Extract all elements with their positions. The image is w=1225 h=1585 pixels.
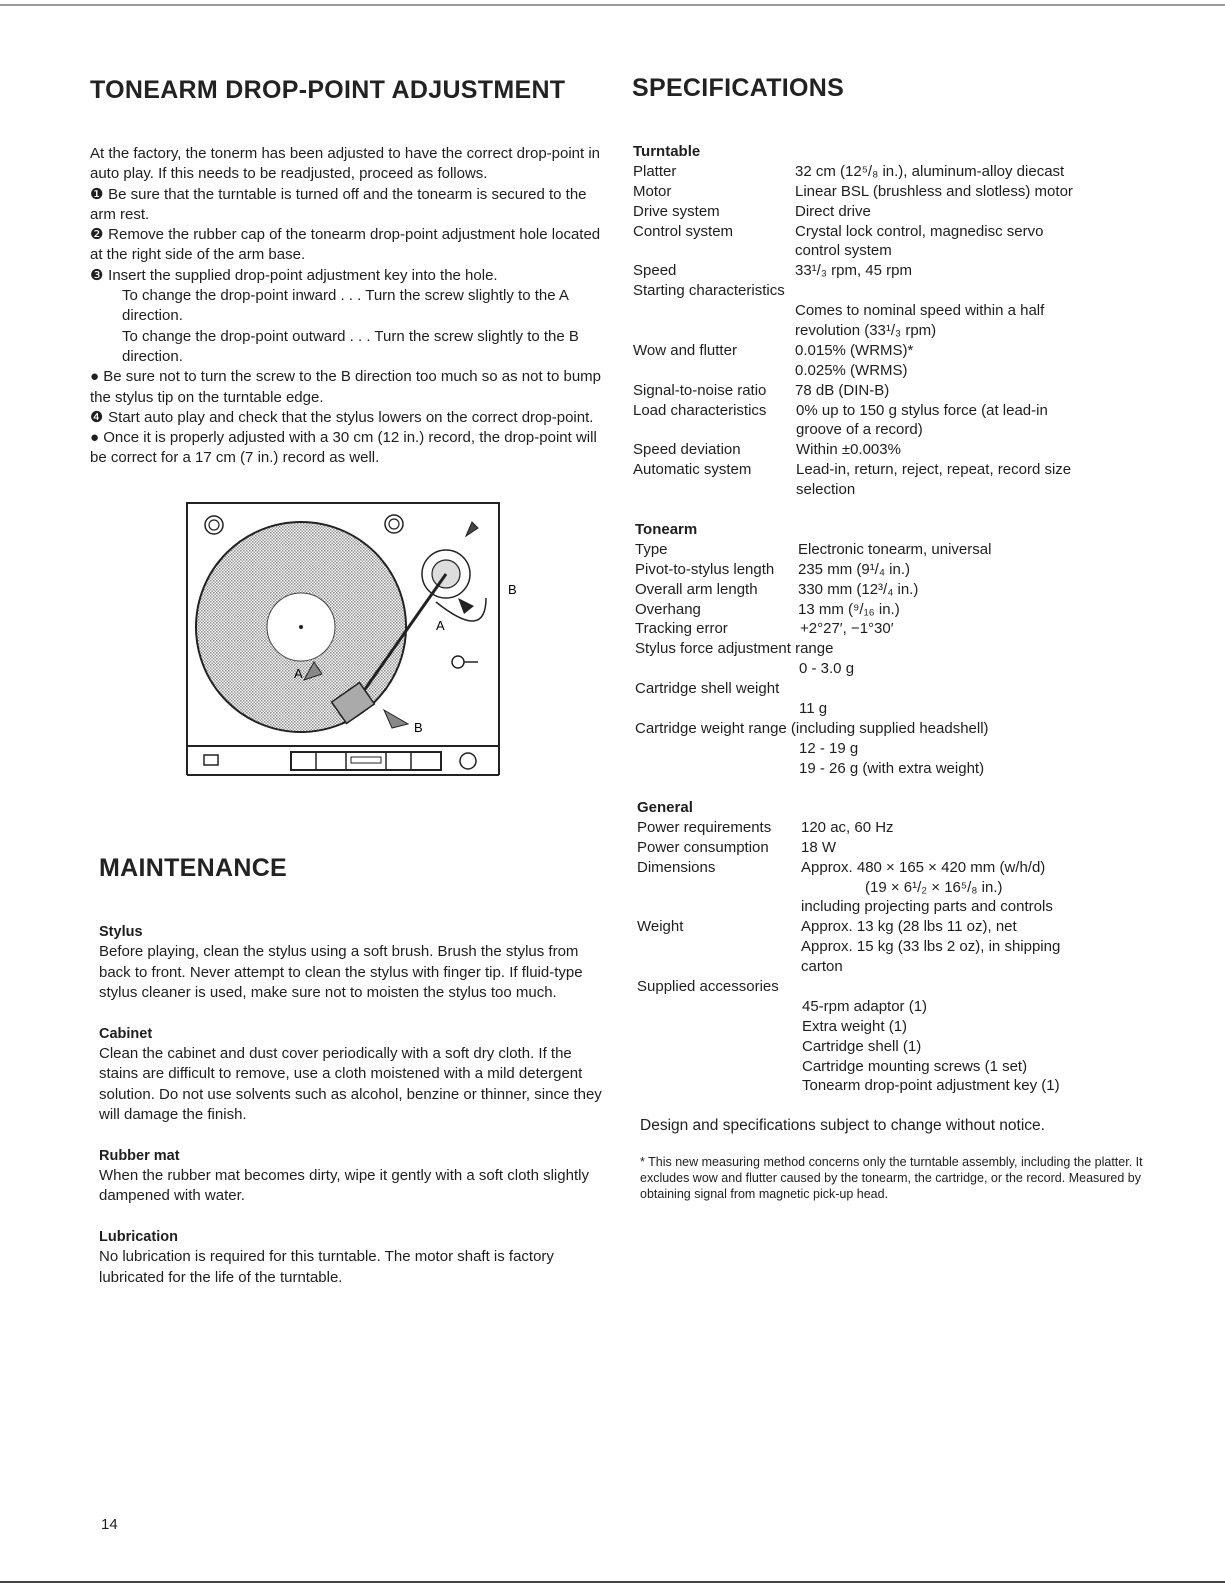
maintenance-title: MAINTENANCE bbox=[99, 854, 288, 882]
bottom-rule bbox=[0, 1581, 1225, 1583]
rubber-mat-heading: Rubber mat bbox=[99, 1147, 180, 1164]
spindle bbox=[299, 625, 303, 629]
general-specs: General Power requirements 120 ac, 60 Hz Power consumption 18 W Dimensions Approx. 480 × 165 × 420 mm (w/h/d) (19 × 6¹/₂ × 16⁵/₈ in.) including projecting parts and controls Weight Approx. 13 kg (28 lbs 11 oz), net Approx. 15 kg (33 lbs 2 oz), in shipping carton Supplied accessories 45-rpm adaptor (1) Extra weight (1) Cartridge shell (1) Cartridge mounting screws (1 set) Tonearm drop-point adjustment key (1) bbox=[637, 799, 1061, 1095]
substep-inward: To change the drop-point inward . . . Turn the screw slightly to the A direction. bbox=[122, 287, 569, 325]
tonearm-specs: Tonearm Type Electronic tonearm, universal Pivot-to-stylus length 235 mm (9¹/₄ in.) Overall arm length 330 mm (12³/₄ in.) Overhang 13 mm (⁹/₁₆ in.) Tracking error +2°27′, −1°30′ Stylus force adjustment range 0 - 3.0 g Cartridge shell weight 11 g Cartridge weight range (including supplied headshell) 12 - 19 g 19 - 26 g (with extra weight) bbox=[635, 521, 992, 777]
step-2: ❷ Remove the rubber cap of the tonearm drop-point adjustment hole located at the right side of the arm base. bbox=[90, 226, 601, 264]
design-note: Design and specifications subject to change without notice. bbox=[640, 1117, 1045, 1134]
label-b: B bbox=[508, 582, 517, 597]
cabinet-text: Clean the cabinet and dust cover periodically with a soft dry cloth. If the stains are difficult to remove, use a cloth moistened with a mild detergent solution. Do not use solvents such as alcohol, benzine or thinner, since they will damage the finish. bbox=[99, 1045, 602, 1124]
stylus-text: Before playing, clean the stylus using a soft brush. Brush the stylus from back to front. Never attempt to clean the stylus with finger tip. If fluid-type stylus cleaner is used, make sure not to moisten the stylus too much. bbox=[99, 943, 583, 1002]
stylus-heading: Stylus bbox=[99, 924, 143, 940]
adjustment-title: TONEARM DROP-POINT ADJUSTMENT bbox=[90, 76, 566, 104]
intro-paragraph: At the factory, the tonerm has been adjusted to have the correct drop-point in auto play. If this needs to be readjusted, proceed as follows. bbox=[90, 145, 601, 183]
lubrication-heading: Lubrication bbox=[99, 1228, 178, 1245]
top-rule bbox=[0, 4, 1225, 6]
lubrication-text: No lubrication is required for this turntable. The motor shaft is factory lubricated for the life of the turntable. bbox=[99, 1248, 554, 1286]
label-b: B bbox=[414, 720, 423, 735]
power-switch-icon bbox=[204, 755, 218, 765]
substep-outward: To change the drop-point outward . . . Turn the screw slightly to the B direction. bbox=[122, 327, 579, 365]
footnote: * This new measuring method concerns only the turntable assembly, including the platter. It excludes wow and flutter caused by the tonearm, the cartridge, or the record. Measured by obtaining signal from magnetic pick-up head. bbox=[640, 1155, 1143, 1201]
turntable-heading: Turntable bbox=[633, 143, 701, 160]
general-heading: General bbox=[637, 799, 693, 816]
label-a: A bbox=[436, 618, 445, 633]
specifications-title: SPECIFICATIONS bbox=[632, 74, 845, 102]
record-note: ● Once it is properly adjusted with a 30 cm (12 in.) record, the drop-point will be correct for a 17 cm (7 in.) record as well. bbox=[90, 429, 597, 467]
turntable-specs: Turntable Platter 32 cm (12⁵/₈ in.), aluminum-alloy diecast Motor Linear BSL (brushless and slotless) motor Drive system Direct drive Control system Crystal lock control, magnedisc servo control system Speed 33¹/₃ rpm, 45 rpm Starting characteristics Comes to nominal speed within a half revolution (33¹/₃ rpm) Wow and flutter 0.015% (WRMS)* 0.025% (WRMS) Signal-to-noise ratio 78 dB (DIN-B) Load characteristics 0% up to 150 g stylus force (at lead-in groove of a record) Speed deviation Within ±0.003% Automatic system Lead-in, return, reject, repeat, record size selection bbox=[633, 143, 1073, 499]
tonearm-heading: Tonearm bbox=[635, 521, 698, 538]
step-1: ❶ Be sure that the turntable is turned off and the tonearm is secured to the arm rest. bbox=[90, 185, 587, 223]
cabinet-heading: Cabinet bbox=[99, 1025, 153, 1042]
step-3: ❸ Insert the supplied drop-point adjustment key into the hole. bbox=[90, 266, 498, 284]
caution-note: ● Be sure not to turn the screw to the B direction too much so as not to bump the stylus tip on the turntable edge. bbox=[90, 368, 601, 406]
step-4: ❹ Start auto play and check that the stylus lowers on the correct drop-point. bbox=[90, 408, 594, 426]
knob-icon bbox=[460, 753, 476, 769]
rubber-mat-text: When the rubber mat becomes dirty, wipe it gently with a soft cloth slightly dampened with water. bbox=[99, 1167, 589, 1205]
control-panel bbox=[291, 752, 441, 770]
page-number: 14 bbox=[101, 1516, 118, 1533]
label-a: A bbox=[294, 666, 303, 681]
turntable-diagram bbox=[186, 502, 517, 778]
adjustment-instructions bbox=[90, 144, 602, 469]
maintenance-section bbox=[99, 922, 604, 1308]
